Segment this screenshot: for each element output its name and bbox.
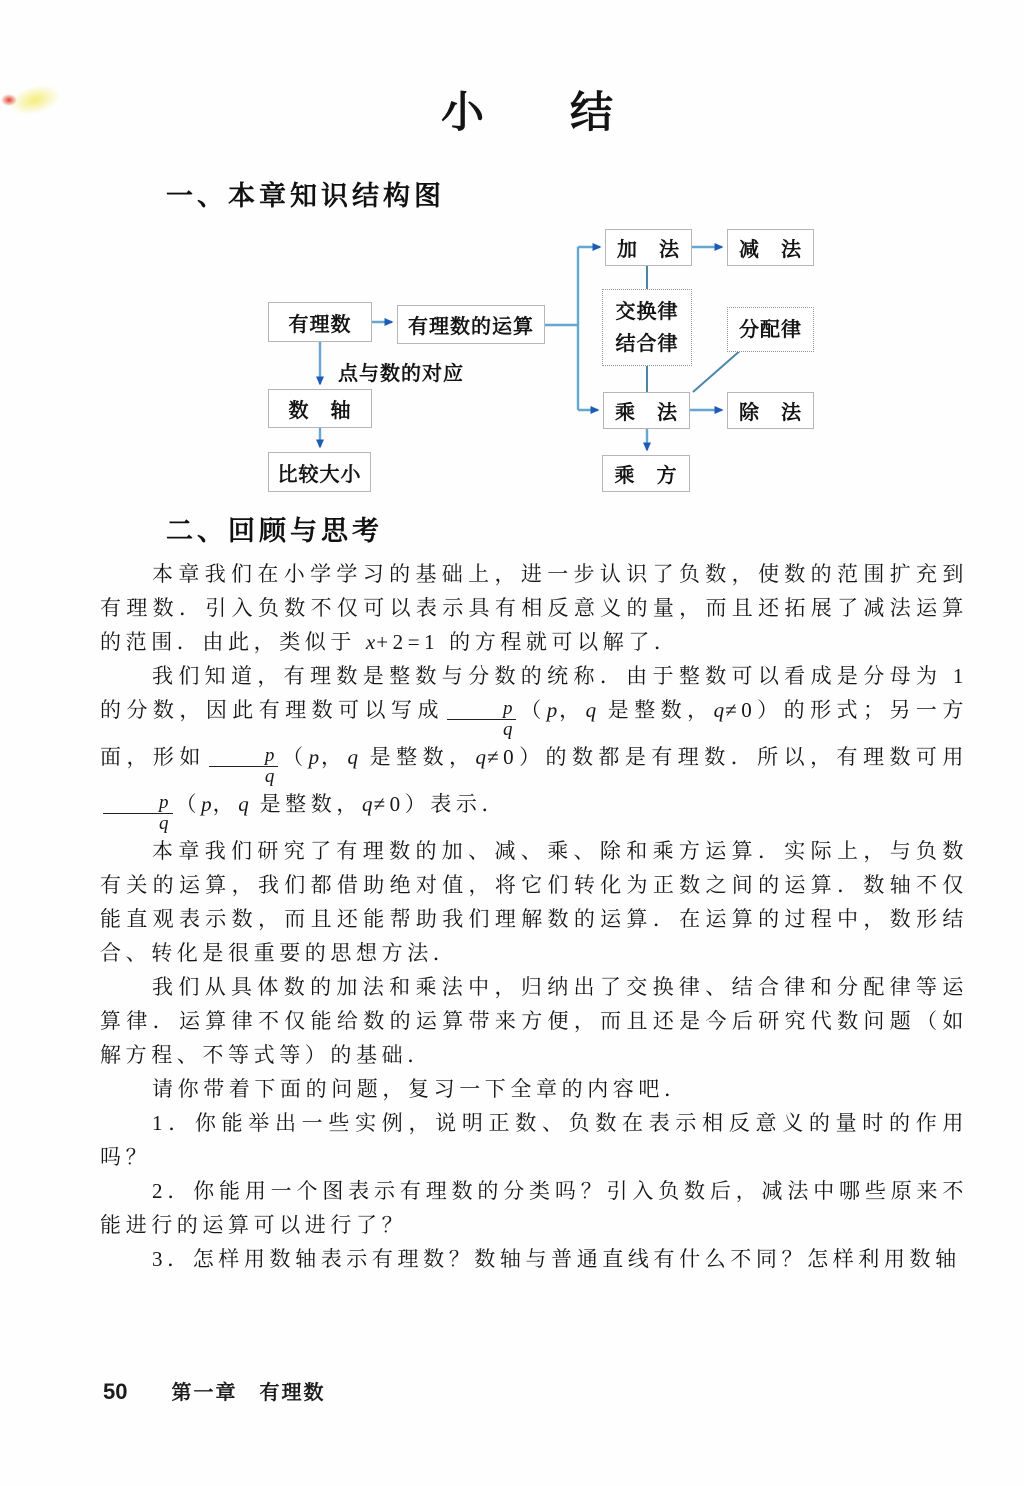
paragraph-operations-summary: 本章我们研究了有理数的加、减、乘、除和乘方运算．实际上，与负数有关的运算，我们都借助绝对值，将它们转化为正数之间的运算．数轴不仅能直观表示数，而且还能帮助我们理解数的运算．在运算的过程中，数形结合、转化是很重要的思想方法． [100,839,968,966]
node-commutative-associative-laws [602,289,692,366]
paragraph-rational-definition: 我们知道，有理数是整数与分数的统称．由于整数可以看成是分母为 1 的分数，因此有理数可以写成 $\frac{p}{q}$ （p，q 是整数，q≠0）的形式；另一方面，形如 $\frac{p}{q}$ （p，q 是整数，q≠0）的数都是有理数．所以，有理数可用 $\frac{p}{q}$ （p，q 是整数，q≠0）表示． [100,664,968,835]
math-variable: p [201,792,213,817]
paragraph-operation-laws: 我们从具体数的加法和乘法中，归纳出了交换律、结合律和分配律等运算律．运算律不仅能给数的运算带来方便，而且还是今后研究代数问题（如解方程、不等式等）的基础． [100,975,968,1068]
edge-label-point-number-correspondence: 点与数的对应 [338,363,464,386]
node-subtraction: 减 法 [727,229,814,266]
math-fraction: $\frac{p}{q}$ [447,699,517,740]
review-text-block [100,557,968,1276]
question-2: 2．你能用一个图表示有理数的分类吗？引入负数后，减法中哪些原来不能进行的运算可以进行了？ [100,1179,968,1238]
math-fraction: $\frac{p}{q}$ [103,793,173,834]
knowledge-structure-diagram [0,222,1024,507]
node-rational-numbers: 有理数 [268,302,372,342]
section-heading-structure: 一、本章知识结构图 [166,181,445,211]
paragraph-review-prompt: 请你带着下面的问题，复习一下全章的内容吧． [152,1077,690,1102]
textbook-page [0,92,1024,1486]
page-number: 50 [103,1379,128,1404]
math-variable: q [347,745,359,770]
question-3: 3．怎样用数轴表示有理数？数轴与普通直线有什么不同？怎样利用数轴 [152,1247,961,1272]
chapter-label: 第一章 有理数 [171,1382,326,1404]
math-variable: q [585,698,598,723]
paragraph-intro-negative-numbers: 本章我们在小学学习的基础上，进一步认识了负数，使数的范围扩充到有理数．引入负数不仅可以表示具有相反意义的量，而且还拓展了减法运算的范围．由此，类似于 x+2=1 的方程就可以解了． [100,562,968,655]
math-variable: q [713,698,726,723]
math-variable: q [361,792,374,817]
associative-law-label: 结合律 [615,332,679,355]
math-variable: q [238,792,250,817]
node-power: 乘 方 [602,455,690,492]
node-compare-size: 比较大小 [268,452,371,492]
page-title: 小 结 [441,90,613,137]
diagram-connectors [0,222,1024,507]
node-multiplication: 乘 法 [603,392,690,429]
section-heading-review: 二、回顾与思考 [166,516,383,547]
question-1: 1．你能举出一些实例，说明正数、负数在表示相反意义的量时的作用吗？ [100,1111,968,1170]
math-variable: p [308,745,321,770]
scan-artifact-red [1,94,17,106]
page-footer [103,1376,325,1405]
math-variable: p [546,698,559,723]
math-variable: x [365,630,377,655]
commutative-law-label: 交换律 [615,300,679,323]
node-number-axis: 数 轴 [268,389,372,428]
math-fraction: $\frac{p}{q}$ [209,746,279,787]
node-rational-operations: 有理数的运算 [397,305,545,344]
math-variable: q [475,745,487,770]
node-addition: 加 法 [605,229,692,266]
node-division: 除 法 [727,392,814,429]
node-distributive-law: 分配律 [727,307,814,352]
